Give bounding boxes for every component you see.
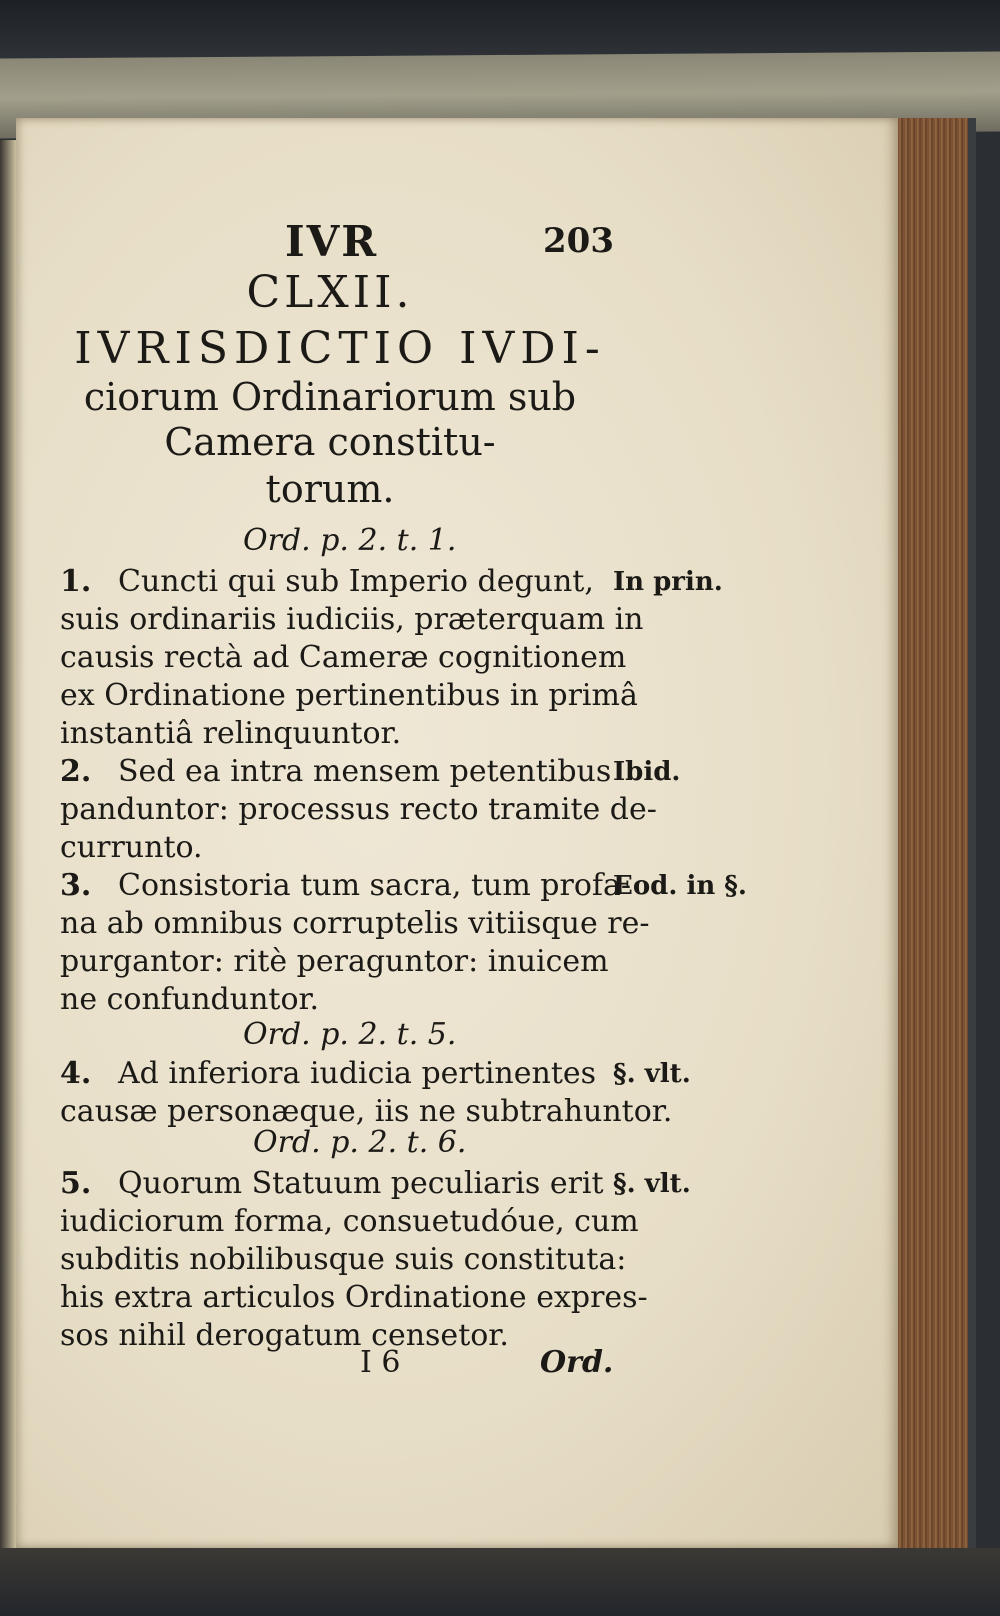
section-title-line-2: ciorum Ordinariorum sub bbox=[83, 375, 577, 419]
margin-note: §. vlt. bbox=[613, 1059, 691, 1089]
margin-note: In prin. bbox=[613, 567, 723, 597]
signature-mark: I 6 bbox=[360, 1345, 401, 1380]
line-text: purgantor: ritè peraguntor: inuicem bbox=[60, 944, 609, 979]
line-text: causæ personæque, iis ne subtrahuntor. bbox=[60, 1094, 673, 1129]
line-text: panduntor: processus recto tramite de- bbox=[60, 792, 657, 827]
section-title-line-3: Camera constitu- bbox=[164, 420, 496, 464]
line-text: sos nihil derogatum censetor. bbox=[60, 1318, 509, 1353]
text-line bbox=[60, 1241, 626, 1279]
text-line bbox=[60, 639, 626, 677]
dark-background-bottom bbox=[0, 1548, 1000, 1616]
line-text: currunto. bbox=[60, 830, 203, 865]
section-title-line-4: torum. bbox=[265, 467, 395, 511]
line-text: Sed ea intra mensem petentibus bbox=[118, 754, 612, 789]
line-text: Ad inferiora iudicia pertinentes bbox=[118, 1056, 597, 1091]
paragraph-number: 5. bbox=[60, 1166, 92, 1201]
text-line bbox=[60, 981, 319, 1019]
margin-note: Ibid. bbox=[613, 757, 681, 787]
text-line bbox=[60, 867, 631, 905]
text-line bbox=[60, 715, 401, 753]
paragraph-number: 4. bbox=[60, 1056, 92, 1091]
text-line bbox=[60, 791, 657, 829]
line-text: Consistoria tum sacra, tum profa- bbox=[118, 868, 632, 903]
text-line bbox=[60, 1165, 604, 1203]
citation: Ord. p. 2. t. 5. bbox=[243, 1017, 457, 1052]
text-line bbox=[60, 943, 609, 981]
margin-note: Eod. in §. bbox=[613, 871, 747, 901]
line-text: subditis nobilibusque suis constituta: bbox=[60, 1242, 627, 1277]
text-line bbox=[60, 1055, 596, 1093]
page-fore-edge bbox=[898, 118, 976, 1548]
text-line bbox=[60, 563, 594, 601]
text-line bbox=[60, 1279, 648, 1317]
catchword: Ord. bbox=[540, 1345, 614, 1380]
text-line bbox=[60, 829, 203, 867]
line-text: causis rectà ad Cameræ cognitionem bbox=[60, 640, 627, 675]
page-number: 203 bbox=[543, 221, 614, 261]
running-head: IVR bbox=[285, 217, 379, 266]
line-text: his extra articulos Ordinatione expres- bbox=[60, 1280, 648, 1315]
paragraph-number: 2. bbox=[60, 754, 92, 789]
section-title-line-1: IVRISDICTIO IVDI- bbox=[74, 323, 606, 374]
text-line bbox=[60, 1203, 639, 1241]
paragraph-number: 1. bbox=[60, 564, 92, 599]
line-text: ne confunduntor. bbox=[60, 982, 320, 1017]
citation: Ord. p. 2. t. 1. bbox=[243, 523, 457, 558]
text-line bbox=[60, 601, 644, 639]
line-text: Quorum Statuum peculiaris erit bbox=[118, 1166, 604, 1201]
dark-background-top bbox=[0, 0, 1000, 60]
text-line bbox=[60, 1317, 509, 1355]
line-text: ex Ordinatione pertinentibus in primâ bbox=[60, 678, 638, 713]
text-line bbox=[60, 753, 611, 791]
margin-note: §. vlt. bbox=[613, 1169, 691, 1199]
citation: Ord. p. 2. t. 6. bbox=[253, 1125, 467, 1160]
text-line bbox=[60, 677, 638, 715]
paragraph-number: 3. bbox=[60, 868, 92, 903]
line-text: iudiciorum forma, consuetudóue, cum bbox=[60, 1204, 639, 1239]
line-text: na ab omnibus corruptelis vitiisque re- bbox=[60, 906, 650, 941]
line-text: suis ordinariis iudiciis, præterquam in bbox=[60, 602, 644, 637]
text-line bbox=[60, 905, 649, 943]
section-numeral: CLXII. bbox=[246, 267, 414, 318]
line-text: instantiâ relinquuntor. bbox=[60, 716, 402, 751]
line-text: Cuncti qui sub Imperio degunt, bbox=[118, 564, 594, 599]
